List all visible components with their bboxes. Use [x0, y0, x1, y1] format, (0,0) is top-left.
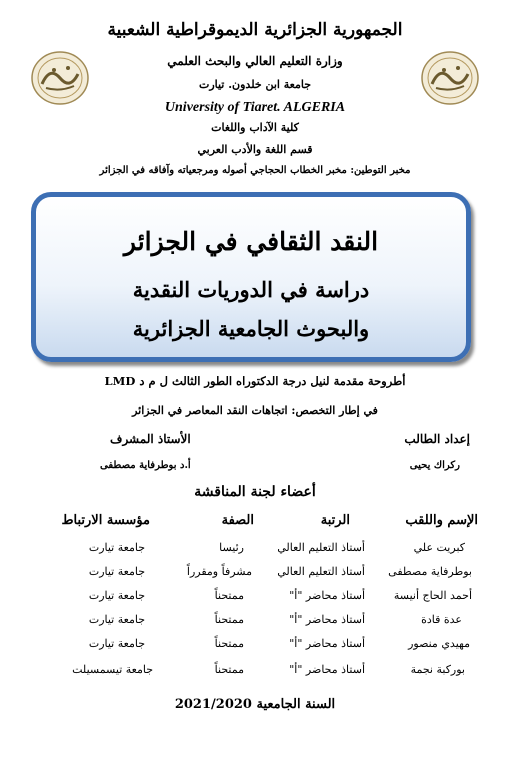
thesis-subtitle-1: دراسة في الدوريات النقدية [132, 277, 370, 302]
committee-member-role: مشرفاً ومقرراً [186, 565, 252, 578]
committee-member-name: بوطرفاية مصطفى [388, 565, 472, 578]
col-header-name: الإسم واللقب [405, 513, 478, 528]
committee-member-rank: أستاذ التعليم العالي [277, 565, 365, 578]
col-header-rank: الرتبة [320, 513, 350, 528]
col-header-role: الصفة [221, 513, 254, 528]
republic-title: الجمهورية الجزائرية الديموقراطية الشعبية [107, 20, 403, 40]
committee-member-rank: أستاذ محاضر "أ" [289, 613, 365, 626]
committee-member-institution: جامعة تيارت [88, 613, 145, 626]
ministry-line: وزارة التعليم العالي والبحث العلمي [167, 54, 343, 68]
committee-member-name: مهيدي منصور [408, 637, 470, 650]
committee-member-name: أحمد الحاج أنيسة [393, 589, 472, 602]
committee-member-role: ممتحناً [214, 589, 244, 602]
committee-member-name: بوركبة نجمة [410, 663, 465, 676]
academic-year-line [0, 697, 510, 712]
academic-year-label: السنة الجامعية [256, 697, 336, 712]
committee-member-rank: أستاذ محاضر "أ" [289, 663, 365, 676]
committee-member-role: ممتحناً [214, 613, 244, 626]
department-line: قسم اللغة والأدب العربي [197, 143, 313, 156]
supervisor-label: الأستاذ المشرف [110, 432, 191, 446]
committee-member-rank: أستاذ التعليم العالي [277, 541, 365, 554]
committee-member-name: عدة قادة [421, 613, 462, 626]
supervisor-name: أ.د بوطرفاية مصطفى [100, 460, 191, 471]
thesis-description: أطروحة مقدمة لنيل درجة الدكتوراه الطور الثالث ل م د LMD [104, 374, 406, 388]
committee-member-institution: جامعة تيارت [88, 541, 145, 554]
university-arabic: جامعة ابن خلدون. تيارت [198, 78, 312, 91]
committee-member-role: ممتحناً [214, 663, 244, 676]
committee-member-name: كبريت علي [413, 541, 465, 554]
committee-member-role: ممتحناً [214, 637, 244, 650]
committee-member-role: رئيسا [219, 541, 244, 554]
student-label: إعداد الطالب [404, 432, 470, 446]
academic-year-value: 2021/2020 [174, 697, 252, 712]
committee-member-rank: أستاذ محاضر "أ" [289, 637, 365, 650]
thesis-subtitle-2: والبحوث الجامعية الجزائرية [132, 316, 370, 341]
faculty-line: كلية الآداب واللغات [211, 121, 299, 134]
col-header-institution: مؤسسة الارتباط [61, 513, 150, 528]
committee-member-rank: أستاذ محاضر "أ" [289, 589, 365, 602]
lab-line: مخبر التوطين: مخبر الخطاب الحجاجي أصوله ومرجعياته وآفاقه في الجزائر [99, 165, 411, 176]
student-name: ركراك يحيى [409, 460, 460, 471]
title-box [31, 192, 471, 362]
thesis-specialty: في إطار التخصص: اتجاهات النقد المعاصر في الجزائر [132, 404, 378, 417]
committee-member-institution: جامعة تيسمسيلت [72, 663, 153, 676]
committee-member-institution: جامعة تيارت [88, 565, 145, 578]
committee-title: أعضاء لجنة المناقشة [194, 484, 316, 500]
thesis-title: النقد الثقافي في الجزائر [123, 227, 379, 256]
university-english: University of Tiaret. ALGERIA [164, 100, 346, 115]
committee-member-institution: جامعة تيارت [88, 637, 145, 650]
committee-member-institution: جامعة تيارت [88, 589, 145, 602]
